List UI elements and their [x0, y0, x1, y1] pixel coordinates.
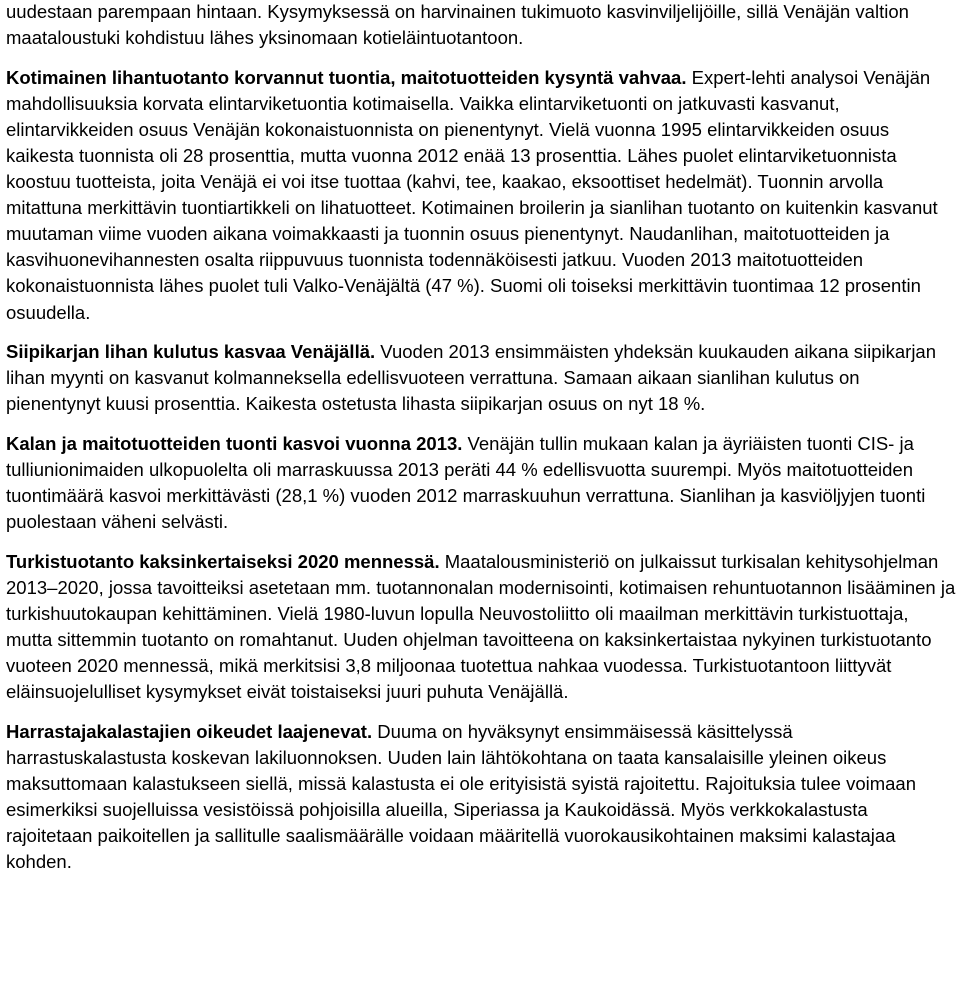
paragraph-heading: Harrastajakalastajien oikeudet laajenevat.: [6, 720, 373, 742]
paragraph-body: Expert-lehti analysoi Venäjän mahdollisuuksia korvata elintarviketuontia kotimaisella. Vaikka elintarviketuonti on jatkuvasti kasvanut, elintarvikkeiden osuus Venäjän kokonaistuonnista on pienentynyt. Vielä vuonna 1995 elintarvikkeiden osuus kaikesta tuonnista oli 28 prosenttia, mutta vuonna 2012 enää 13 prosenttia. Lähes puolet elintarviketuonnista koostuu tuotteista, joita Venäjä ei voi itse tuottaa (kahvi, tee, kaakao, eksoottiset hedelmät). Tuonnin arvolla mitattuna merkittävin tuontiartikkeli on lihatuotteet. Kotimainen broilerin ja sianlihan tuotanto on kuitenkin kasvanut muutaman viime vuoden aikana voimakkaasti ja tuonnin osuus pienentynyt. Naudanlihan, maitotuotteiden ja kasvihuonevihannesten osalta riippuvuus tuonnista todennäköisesti jatkuu. Vuoden 2013 maitotuotteiden kokonaistuonnista lähes puolet tuli Valko-Venäjältä (47 %). Suomi oli toiseksi merkittävin tuontimaa 12 prosentin osuudella.: [6, 66, 938, 323]
paragraph-fur-production: [6, 549, 956, 706]
paragraph-body: Venäjän tullin mukaan kalan ja äyriäisten tuonti CIS- ja tulliunionimaiden ulkopuolelta oli marraskuussa 2013 peräti 44 % edellisvuotta suurempi. Myös maitotuotteiden tuontimäärä kasvoi merkittävästi (28,1 %) vuoden 2012 marraskuuhun verrattuna. Sianlihan ja kasviöljyjen tuonti puolestaan väheni selvästi.: [6, 432, 926, 533]
paragraph-poultry: [6, 339, 956, 417]
paragraph-body: Vuoden 2013 ensimmäisten yhdeksän kuukauden aikana siipikarjan lihan myynti on kasvanut kolmanneksella edellisvuoteen verrattuna. Samaan aikaan sianlihan kulutus on pienentynyt kuusi prosenttia. Kaikesta ostetusta lihasta siipikarjan osuus on nyt 18 %.: [6, 341, 937, 415]
paragraph-heading: Kalan ja maitotuotteiden tuonti kasvoi vuonna 2013.: [6, 432, 463, 454]
paragraph-heading: Turkistuotanto kaksinkertaiseksi 2020 mennessä.: [6, 550, 440, 572]
paragraph-meat-production: [6, 65, 956, 326]
paragraph-heading: Kotimainen lihantuotanto korvannut tuontia, maitotuotteiden kysyntä vahvaa.: [6, 66, 687, 88]
document-page: [6, 0, 956, 875]
paragraph-body: uudestaan parempaan hintaan. Kysymyksessä on harvinainen tukimuoto kasvinviljelijöille, sillä Venäjän valtion maataloustuki kohdistuu lähes yksinomaan kotieläintuotantoon.: [6, 1, 909, 49]
paragraph-fish-dairy: [6, 431, 956, 535]
paragraph-body: Maatalousministeriö on julkaissut turkisalan kehitysohjelman 2013–2020, jossa tavoitteiksi asetetaan mm. tuotannonalan modernisointi, kotimaisen rehuntuotannon lisääminen ja turkishuutokaupan kehittäminen. Vielä 1980-luvun lopulla Neuvostoliitto oli maailman merkittävin turkistuottaja, mutta sittemmin tuotanto on romahtanut. Uuden ohjelman tavoitteena on kaksinkertaistaa nykyinen turkistuotanto vuoteen 2020 mennessä, mikä merkitsisi 3,8 miljoonaa tuotettua nahkaa vuodessa. Turkistuotantoon liittyvät eläinsuojelulliset kysymykset eivät toistaiseksi juuri puhuta Venäjällä.: [6, 550, 956, 703]
paragraph-intro: [6, 0, 956, 51]
paragraph-recreational-fishing: [6, 719, 956, 876]
paragraph-heading: Siipikarjan lihan kulutus kasvaa Venäjällä.: [6, 341, 376, 363]
paragraph-body: Duuma on hyväksynyt ensimmäisessä käsittelyssä harrastuskalastusta koskevan lakiluonnoksen. Uuden lain lähtökohtana on taata kansalaisille yleinen oikeus maksuttomaan kalastukseen siellä, missä kalastusta ei ole erityisistä syistä rajoitettu. Rajoituksia tulee voimaan esimerkiksi suojelluissa vesistöissä pohjoisilla alueilla, Siperiassa ja Kaukoidässä. Myös verkkokalastusta rajoitetaan paikoitellen ja sallitulle saalismäärälle voidaan määritellä vuorokausikohtainen maksimi kalastajaa kohden.: [6, 720, 916, 873]
